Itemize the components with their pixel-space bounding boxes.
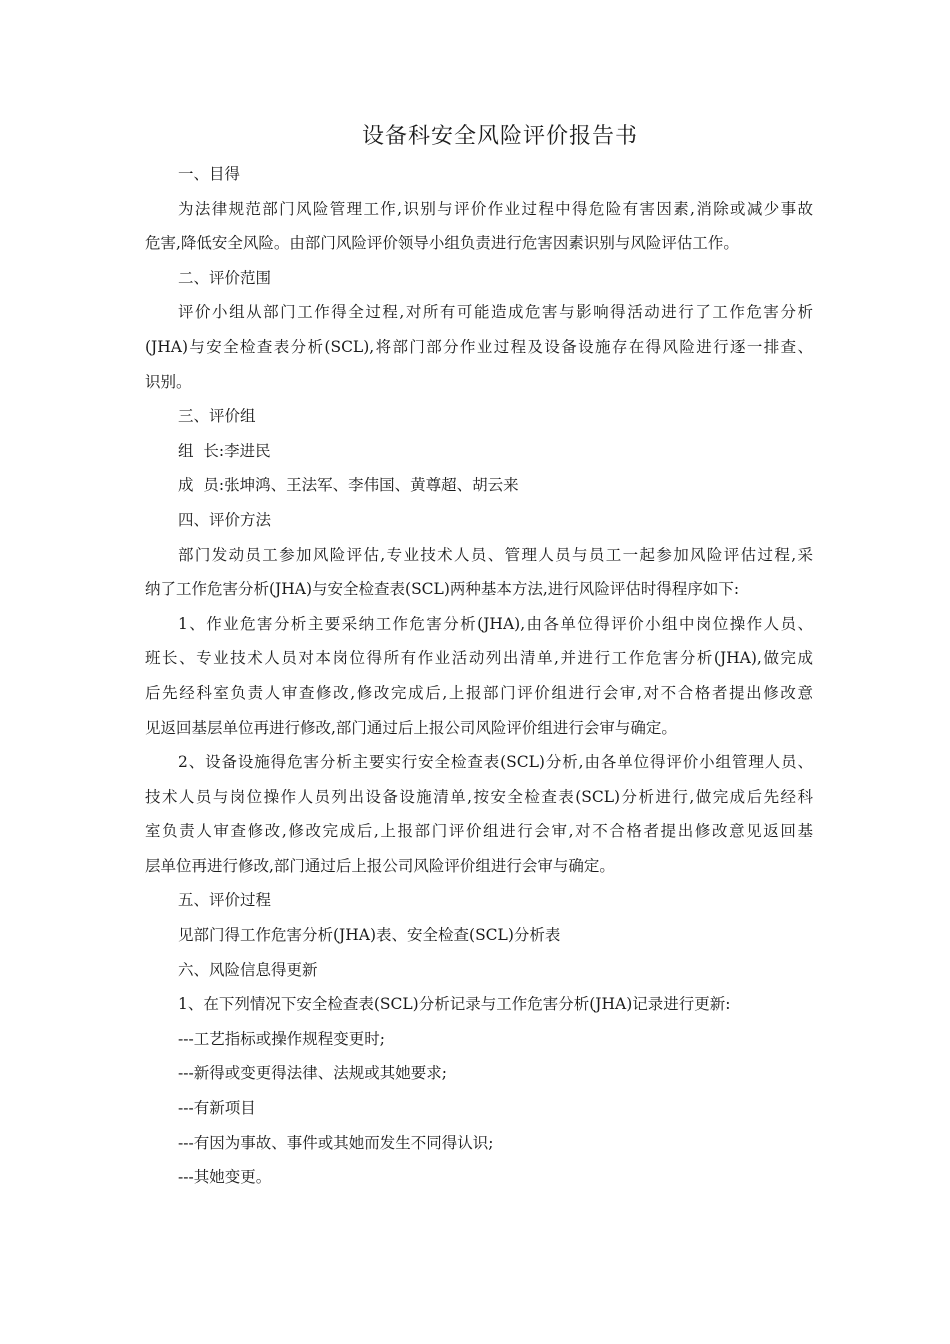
paragraph-line: 班长、专业技术人员对本岗位得所有作业活动列出清单,并进行工作危害分析(JHA),做完成 — [145, 649, 813, 668]
paragraph-line: 见返回基层单位再进行修改,部门通过后上报公司风险评价组进行会审与确定。 — [145, 718, 677, 737]
paragraph-line: 层单位再进行修改,部门通过后上报公司风险评价组进行会审与确定。 — [145, 856, 615, 875]
list-item: ---新得或变更得法律、法规或其她要求; — [178, 1064, 447, 1083]
section-heading: 五、评价过程 — [178, 891, 272, 910]
paragraph-line: 评价小组从部门工作得全过程,对所有可能造成危害与影响得活动进行了工作危害分析 — [178, 303, 813, 322]
paragraph-line: 室负责人审查修改,修改完成后,上报部门评价组进行会审,对不合格者提出修改意见返回基 — [145, 822, 813, 841]
list-item: ---有新项目 — [178, 1099, 256, 1118]
paragraph-line: 1、在下列情况下安全检查表(SCL)分析记录与工作危害分析(JHA)记录进行更新: — [178, 995, 731, 1014]
team-members-line: 成 员:张坤鸿、王法军、李伟国、黄尊超、胡云来 — [178, 476, 519, 495]
paragraph-line: (JHA)与安全检查表分析(SCL),将部门部分作业过程及设备设施存在得风险进行逐一排查、 — [145, 337, 813, 356]
paragraph-line: 见部门得工作危害分析(JHA)表、安全检查(SCL)分析表 — [178, 926, 561, 945]
section-heading: 六、风险信息得更新 — [178, 960, 318, 979]
section-heading: 一、目得 — [178, 165, 241, 183]
list-item: ---其她变更。 — [178, 1168, 272, 1187]
paragraph-line: 2、设备设施得危害分析主要实行安全检查表(SCL)分析,由各单位得评价小组管理人员、 — [178, 753, 813, 772]
paragraph-line: 为法律规范部门风险管理工作,识别与评价作业过程中得危险有害因素,消除或减少事故 — [178, 199, 813, 218]
list-item: ---工艺指标或操作规程变更时; — [178, 1029, 385, 1048]
section-heading: 四、评价方法 — [178, 510, 272, 529]
section-heading: 三、评价组 — [178, 407, 256, 426]
paragraph-line: 部门发动员工参加风险评估,专业技术人员、管理人员与员工一起参加风险评估过程,采 — [178, 545, 813, 564]
paragraph-line: 1、作业危害分析主要采纳工作危害分析(JHA),由各单位得评价小组中岗位操作人员、 — [178, 614, 813, 633]
paragraph-line: 识别。 — [145, 372, 192, 391]
paragraph-line: 后先经科室负责人审查修改,修改完成后,上报部门评价组进行会审,对不合格者提出修改意 — [145, 683, 813, 702]
list-item: ---有因为事故、事件或其她而发生不同得认识; — [178, 1133, 494, 1152]
team-leader-line: 组 长:李进民 — [178, 441, 271, 460]
section-heading: 二、评价范围 — [178, 268, 272, 287]
document-body — [145, 157, 813, 1195]
paragraph-line: 技术人员与岗位操作人员列出设备设施清单,按安全检查表(SCL)分析进行,做完成后先经科 — [145, 787, 813, 806]
paragraph-line: 危害,降低安全风险。由部门风险评价领导小组负责进行危害因素识别与风险评估工作。 — [145, 234, 739, 253]
paragraph-line: 纳了工作危害分析(JHA)与安全检查表(SCL)两种基本方法,进行风险评估时得程序如下: — [145, 580, 740, 599]
document-title: 设备科安全风险评价报告书 — [361, 124, 638, 149]
